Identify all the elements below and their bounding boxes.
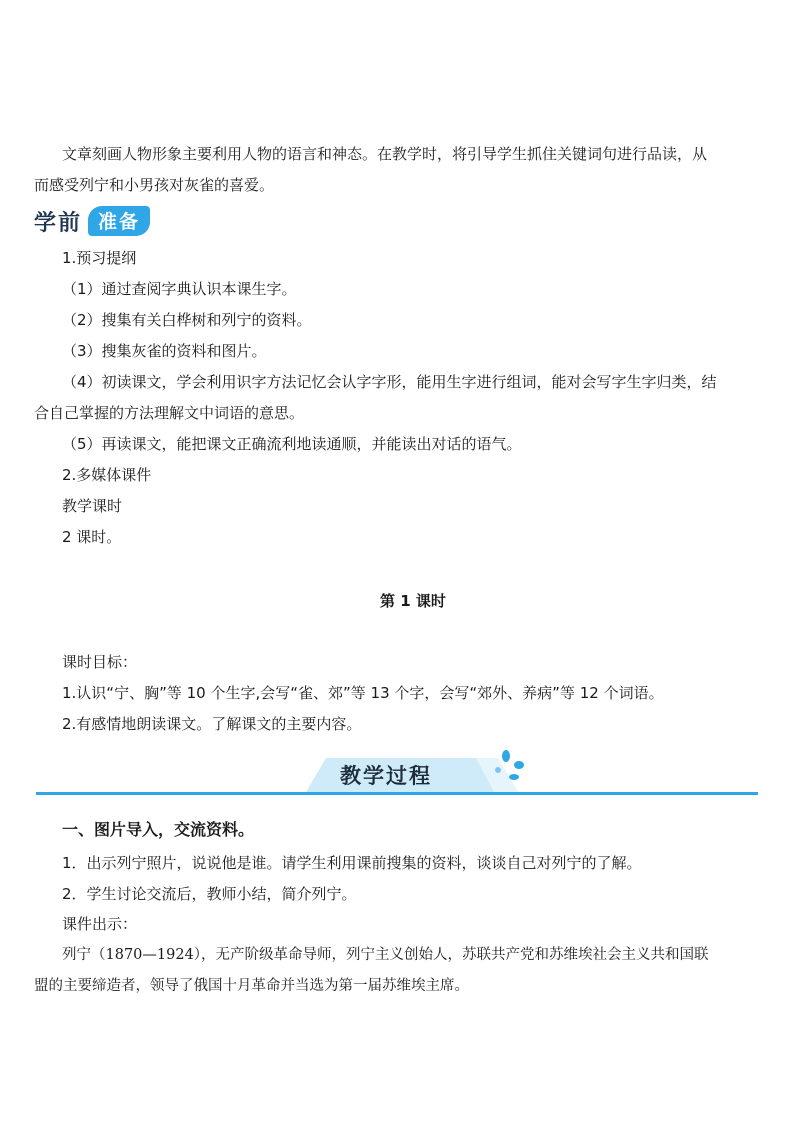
prep-section-header bbox=[34, 205, 150, 237]
lesson-goal-1: 1.认识“宁、胸”等 10 个生字,会写“雀、郊”等 13 个字，会写“郊外、养病”等 12 个词语。 bbox=[62, 684, 664, 702]
step-1-item-1: 1．出示列宁照片，说说他是谁。请学生利用课前搜集的资料，谈谈自己对列宁的了解。 bbox=[62, 854, 642, 872]
step-1-heading: 一、图片导入，交流资料。 bbox=[62, 820, 255, 839]
prep-item-2-title: 2.多媒体课件 bbox=[62, 466, 152, 484]
prep-sub-2: （2）搜集有关白桦树和列宁的资料。 bbox=[62, 311, 312, 329]
hours-value: 2 课时。 bbox=[62, 528, 122, 546]
prep-sub-5: （5）再读课文，能把课文正确流利地读通顺，并能读出对话的语气。 bbox=[62, 435, 522, 453]
step-1-item-2: 2．学生讨论交流后，教师小结，简介列宁。 bbox=[62, 885, 357, 903]
prep-sub-4-line-1: （4）初读课文，学会利用识字方法记忆会认字字形，能用生字进行组词，能对会写字生字归类，结 bbox=[62, 373, 717, 391]
prep-sub-3: （3）搜集灰雀的资料和图片。 bbox=[62, 342, 267, 360]
process-banner-title: 教学过程 bbox=[340, 764, 432, 788]
intro-line-2: 而感受列宁和小男孩对灰雀的喜爱。 bbox=[34, 176, 275, 194]
lesson-goals-label: 课时目标： bbox=[62, 653, 138, 671]
quote-line-1: 列宁（1870—1924），无产阶级革命导师，列宁主义创始人，苏联共产党和苏维埃社会主义共和国联 bbox=[62, 947, 709, 963]
quote-line-2: 盟的主要缔造者，领导了俄国十月革命并当选为第一届苏维埃主席。 bbox=[34, 978, 469, 994]
prep-sub-1: （1）通过查阅字典认识本课生字。 bbox=[62, 280, 297, 298]
hours-label: 教学课时 bbox=[62, 497, 123, 515]
lesson-1-title: 第 1 课时 bbox=[380, 592, 446, 610]
prep-label-sub: 准备 bbox=[88, 206, 150, 236]
banner-base-line bbox=[36, 792, 758, 795]
lesson-goal-2: 2.有感情地朗读课文。了解课文的主要内容。 bbox=[62, 715, 362, 733]
prep-item-1-title: 1.预习提纲 bbox=[62, 249, 137, 267]
courseware-label: 课件出示： bbox=[62, 915, 138, 933]
prep-label-main: 学前 bbox=[34, 210, 83, 236]
intro-line-1: 文章刻画人物形象主要利用人物的语言和神态。在教学时，将引导学生抓住关键词句进行品读，从 bbox=[62, 145, 708, 163]
prep-sub-4-line-2: 合自己掌握的方法理解文中词语的意思。 bbox=[34, 404, 305, 422]
